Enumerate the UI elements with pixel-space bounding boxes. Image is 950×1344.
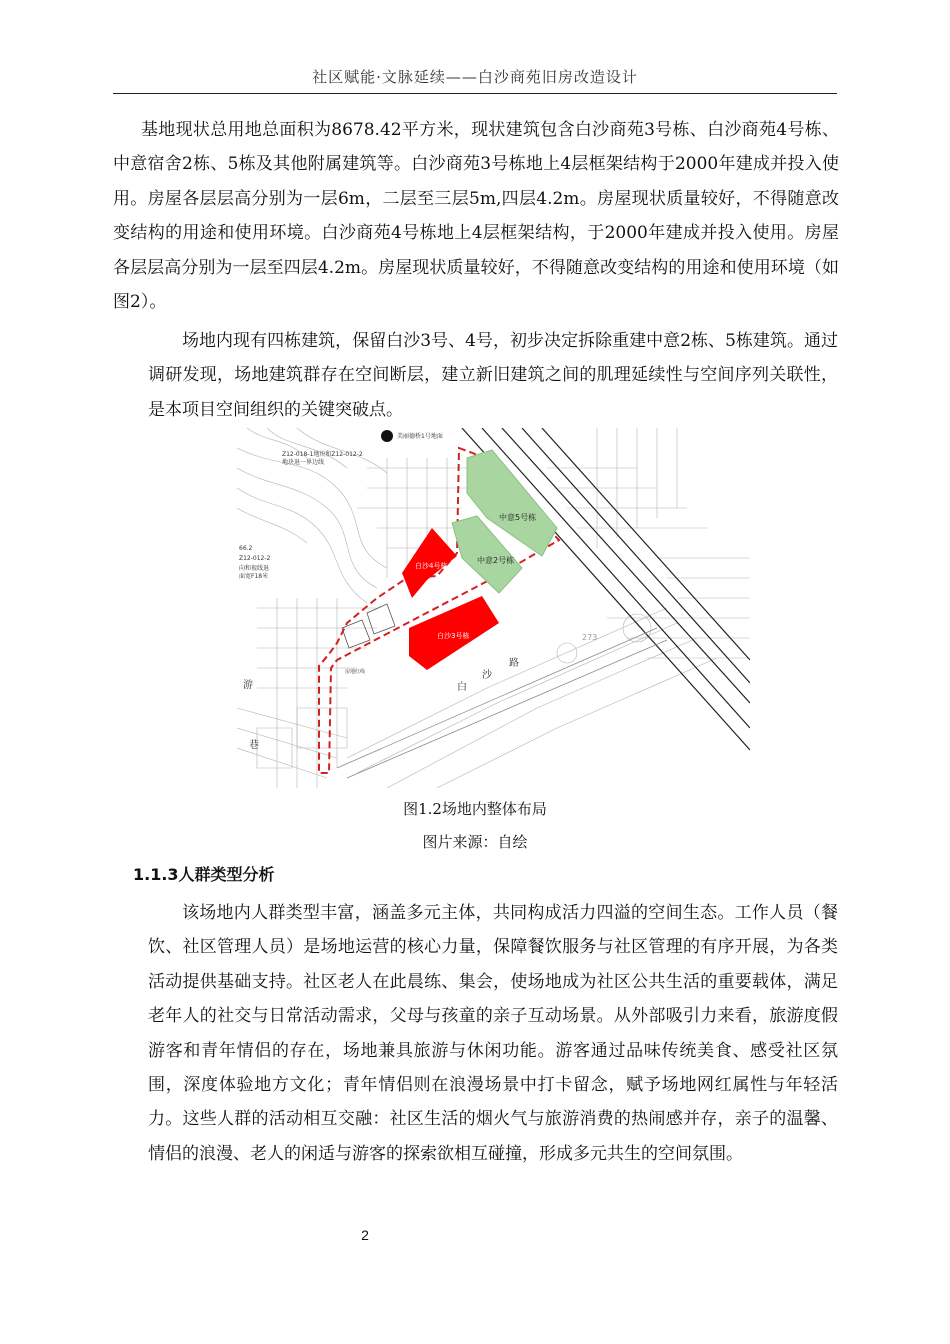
figure-note-2: 地块退一界边线	[282, 459, 325, 466]
label-zhongyi-5: 中意5号栋	[499, 513, 537, 522]
left-road-char-1: 游	[243, 680, 253, 691]
label-zhongyi-2: 中意2号栋	[477, 556, 515, 565]
paragraph-buildings: 场地内现有四栋建筑，保留白沙3号、4号，初步决定拆除重建中意2栋、5栋建筑。通过调研发现，场地建筑群存在空间断层，建立新旧建筑之间的肌理延续性与空间序列关联性，是本项目空间组织的关键突破点。	[148, 331, 838, 420]
section-heading: 1.1.3人群类型分析	[133, 865, 275, 884]
elevation-label: 273	[582, 633, 598, 642]
label-baisha-3: 白沙3号栋	[437, 632, 470, 640]
north-marker	[381, 430, 393, 442]
figure-left-note-3: 向和视线退	[239, 565, 270, 572]
figure-left-note-4: 面宽F18米	[239, 573, 269, 580]
running-header: 社区赋能·文脉延续——白沙商苑旧房改造设计	[312, 68, 638, 86]
figure-caption: 图1.2场地内整体布局	[403, 800, 547, 818]
site-plan-drawing	[237, 428, 750, 788]
paragraph-crowd-analysis: 该场地内人群类型丰富，涵盖多元主体，共同构成活力四溢的空间生态。工作人员（餐饮、社区管理人员）是场地运营的核心力量，保障餐饮服务与社区管理的有序开展，为各类活动提供基础支持。社区老人在此晨练、集会，使场地成为社区公共生活的重要载体，满足老年人的社交与日常活动需求，父母与孩童的亲子互动场景。从外部吸引力来看，旅游度假游客和青年情侣的存在，场地兼具旅游与休闲功能。游客通过品味传统美食、感受社区氛围，深度体验地方文化；青年情侣则在浪漫场景中打卡留念，赋予场地网红属性与年轻活力。这些人群的活动相互交融：社区生活的烟火气与旅游消费的热闹感并存，亲子的温馨、情侣的浪漫、老人的闲适与游客的探索欲相互碰撞，形成多元共生的空间氛围。	[148, 903, 838, 1164]
site-plan-figure	[237, 428, 750, 788]
page-number: 2	[361, 1227, 369, 1243]
figure-source: 图片来源：自绘	[422, 833, 528, 851]
auxiliary-building	[367, 604, 395, 634]
figure-note-1: Z12-018-1地块和Z12-012-2	[282, 451, 363, 458]
header-divider	[113, 93, 837, 94]
road-char-1: 白	[457, 682, 467, 693]
paragraph-site-status: 基地现状总用地总面积为8678.42平方米，现状建筑包含白沙商苑3号栋、白沙商苑4号栋、中意宿舍2栋、5栋及其他附属建筑等。白沙商苑3号栋地上4层框架结构于2000年建成并投入使用。房屋各层层高分别为一层6m，二层至三层5m,四层4.2m。房屋现状质量较好，不得随意改变结构的用途和使用环境。白沙商苑4号栋地上4层框架结构，于2000年建成并投入使用。房屋各层层高分别为一层至四层4.2m。房屋现状质量较好，不得随意改变结构的用途和使用环境（如图2）。	[113, 120, 839, 313]
figure-left-note-1: 66.2	[239, 545, 253, 552]
label-baisha-4: 白沙4号栋	[415, 562, 448, 570]
left-road-char-2: 巷	[249, 740, 259, 751]
road-char-2: 沙	[482, 670, 492, 681]
figure-left-note-2: Z12-012-2	[239, 555, 271, 562]
road-char-3: 路	[509, 658, 519, 669]
figure-top-label: 美丽德桥1号地面	[397, 433, 443, 440]
aux-label: 房地红线	[345, 669, 366, 675]
